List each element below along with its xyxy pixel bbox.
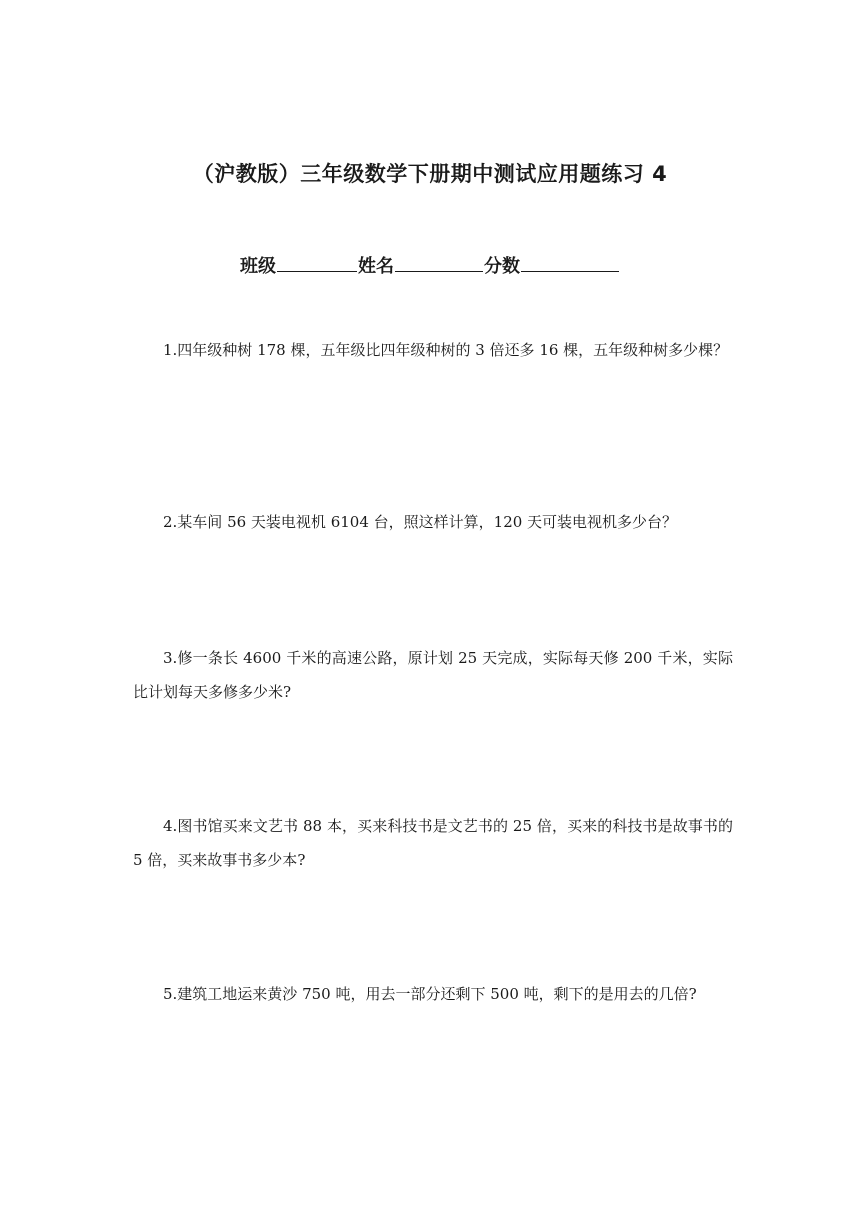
question-3: 3.修一条长 4600 千米的高速公路，原计划 25 天完成，实际每天修 200 千米，实际比计划每天多修多少米? xyxy=(133,649,733,701)
student-info-line xyxy=(0,252,860,278)
question-4: 4.图书馆买来文艺书 88 本，买来科技书是文艺书的 25 倍，买来的科技书是故事书的 5 倍，买来故事书多少本? xyxy=(133,817,733,869)
score-blank xyxy=(521,253,619,272)
name-label: 姓名 xyxy=(358,256,394,277)
page-title: （沪教版）三年级数学下册期中测试应用题练习 4 xyxy=(192,162,668,186)
question-5: 5.建筑工地运来黄沙 750 吨，用去一部分还剩下 500 吨，剩下的是用去的几倍? xyxy=(163,985,697,1003)
name-blank xyxy=(395,253,483,272)
question-2: 2.某车间 56 天装电视机 6104 台，照这样计算，120 天可装电视机多少台？ xyxy=(163,513,678,531)
class-label: 班级 xyxy=(240,256,276,277)
score-label: 分数 xyxy=(484,256,520,277)
class-blank xyxy=(277,253,357,272)
question-1: 1.四年级种树 178 棵，五年级比四年级种树的 3 倍还多 16 棵，五年级种树多少棵？ xyxy=(163,341,729,359)
